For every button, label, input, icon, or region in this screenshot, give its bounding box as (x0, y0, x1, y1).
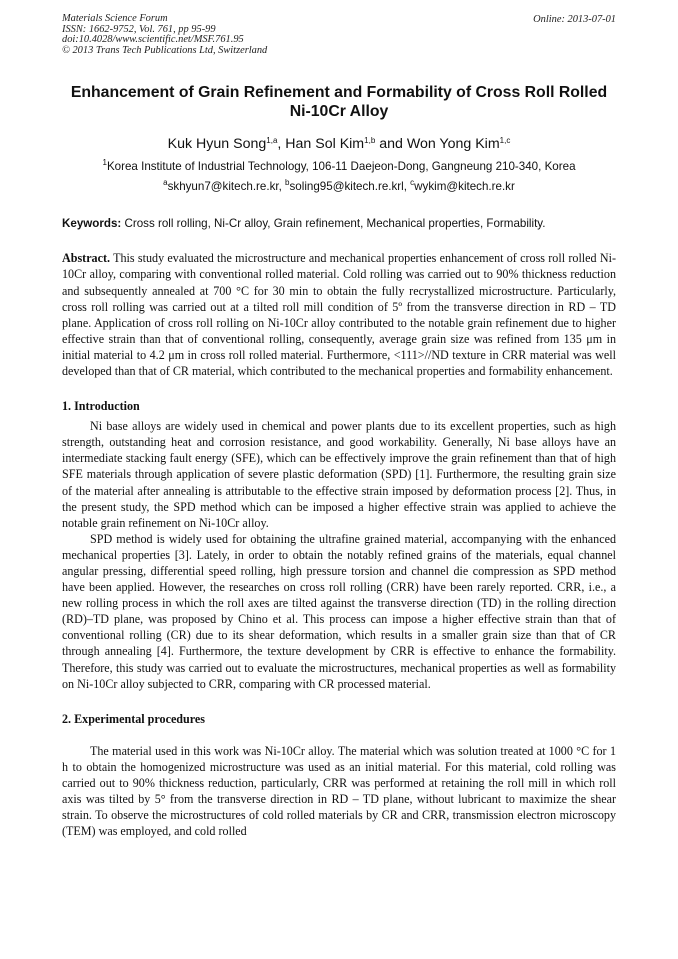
email-link[interactable]: soling95@kitech.re.krl, (289, 180, 411, 194)
online-date: Online: 2013-07-01 (533, 14, 616, 25)
affiliation-mark: 1 (102, 158, 107, 168)
email-mark: a (163, 178, 168, 188)
introduction-paragraph-2: SPD method is widely used for obtaining the ultrafine grained material, accompanying with the enhanced mechanical properties [3]. Lately, in order to obtain the notably refined grains of the materials, equal channel angular pressing, differential speed rolling, high pressure torsion and channel die compression as SPD method have been applied. However, the researches on cross roll rolling (CRR) have been rarely reported. CRR, i.e., a new rolling process in which the roll axes are tilted against the transverse direction (TD) in the rolling direction (RD)–TD plane, was proposed by Chino et al. This process can impose a higher effective strain than that of conventional rolling (CR) due to its shear deformation, which results in a smaller grain size than that of CR through annealing [4]. Furthermore, the texture development by CRR is effective to enhance the formability. Therefore, this study was carried out to evaluate the microstructures, mechanical properties as well as formability on Ni-10Cr alloy subjected to CRR, comparing with CR processed material. (62, 531, 616, 691)
paper-page (62, 14, 616, 839)
keywords-text: Cross roll rolling, Ni-Cr alloy, Grain refinement, Mechanical properties, Formability. (121, 217, 546, 231)
abstract (62, 250, 616, 379)
abstract-label: Abstract. (62, 251, 111, 266)
author-separator: , (277, 136, 286, 153)
author-separator: and (375, 136, 407, 153)
author-affil-mark: 1,c (499, 136, 511, 146)
section-heading-introduction: 1. Introduction (62, 399, 140, 414)
experimental-paragraph-1: The material used in this work was Ni-10Cr alloy. The material which was solution treated at 1000 °C for 1 h to obtain the homogenized microstructure was used as an initial material. For this material, cold rolling was carried out to 90% thickness reduction, particularly, CRR was performed at retaining the roll mill in which roll axis was tilted by 5° from the transverse direction in RD – TD plane, without lubricant to maximize the shear strain. To observe the microstructures of cold rolled materials by CR and CRR, transmission electron microscopy (TEM) was employed, and cold rolled (62, 743, 616, 839)
paper-title: Enhancement of Grain Refinement and Formability of Cross Roll Rolled Ni-10Cr Alloy (70, 84, 608, 121)
doi-line: doi:10.4028/www.scientific.net/MSF.761.95 (62, 34, 244, 46)
email-link[interactable]: wykim@kitech.re.kr (414, 180, 515, 194)
author-affil-mark: 1,a (266, 136, 278, 146)
email-link[interactable]: skhyun7@kitech.re.kr, (167, 180, 286, 194)
author-name: Won Yong Kim (406, 136, 500, 153)
section-heading-experimental: 2. Experimental procedures (62, 711, 205, 726)
keywords-label: Keywords: (62, 217, 122, 231)
email-mark: b (285, 178, 290, 188)
author-list (62, 135, 616, 153)
author-name: Kuk Hyun Song (167, 136, 267, 153)
introduction-paragraph-1: Ni base alloys are widely used in chemical and power plants due to its excellent properties, such as high strength, outstanding heat and corrosion resistance, and good workability. Generally, Ni base alloys have an intermediate stacking fault energy (SFE), which can be effectively improve the grain refinement than that of high SFE materials through application of severe plastic deformation (SPD) [1]. Furthermore, the resulting grain size of the material after annealing is attributable to the effective strain imposed by deformation process [2]. Thus, in the present study, the SPD method which can be imposed a higher effective strain was applied to achieve the notable grain refinement on Ni-10Cr alloy. (62, 419, 616, 530)
affiliation (62, 159, 616, 174)
copyright-line: © 2013 Trans Tech Publications Ltd, Switzerland (62, 44, 268, 56)
journal-header (62, 14, 616, 56)
journal-name: Materials Science Forum (62, 13, 168, 24)
abstract-text: This study evaluated the microstructure and mechanical properties enhancement of cross roll rolled Ni-10Cr alloy, comparing with conventional rolled material. Cold rolling was carried out to 90% thickness reduction and subsequently annealed at 700 °C for 30 min to obtain the fully recrystallized microstructure. Particularly, cross roll rolling was carried out at a tilted roll mill condition of 5º from the transverse direction in RD – TD plane. Application of cross roll rolling on Ni-10Cr alloy contributed to the notable grain refinement due to higher effective strain than that of conventional rolling, consequently, average grain size was refined from 135 μm in initial material to 4.2 μm in cross roll rolled material. Furthermore, <111>//ND texture in CRR material was well developed than that of CR material, which contributed to the mechanical properties and formability enhancement. (62, 251, 616, 379)
email-mark: c (410, 178, 415, 188)
affiliation-text: Korea Institute of Industrial Technology, 106-11 Daejeon-Dong, Gangneung 210-340, Korea (106, 160, 576, 174)
author-affil-mark: 1,b (364, 136, 376, 146)
keywords (62, 216, 616, 231)
issn-line: ISSN: 1662-9752, Vol. 761, pp 95-99 (62, 23, 216, 35)
author-name: Han Sol Kim (285, 136, 365, 153)
author-emails (62, 179, 616, 194)
